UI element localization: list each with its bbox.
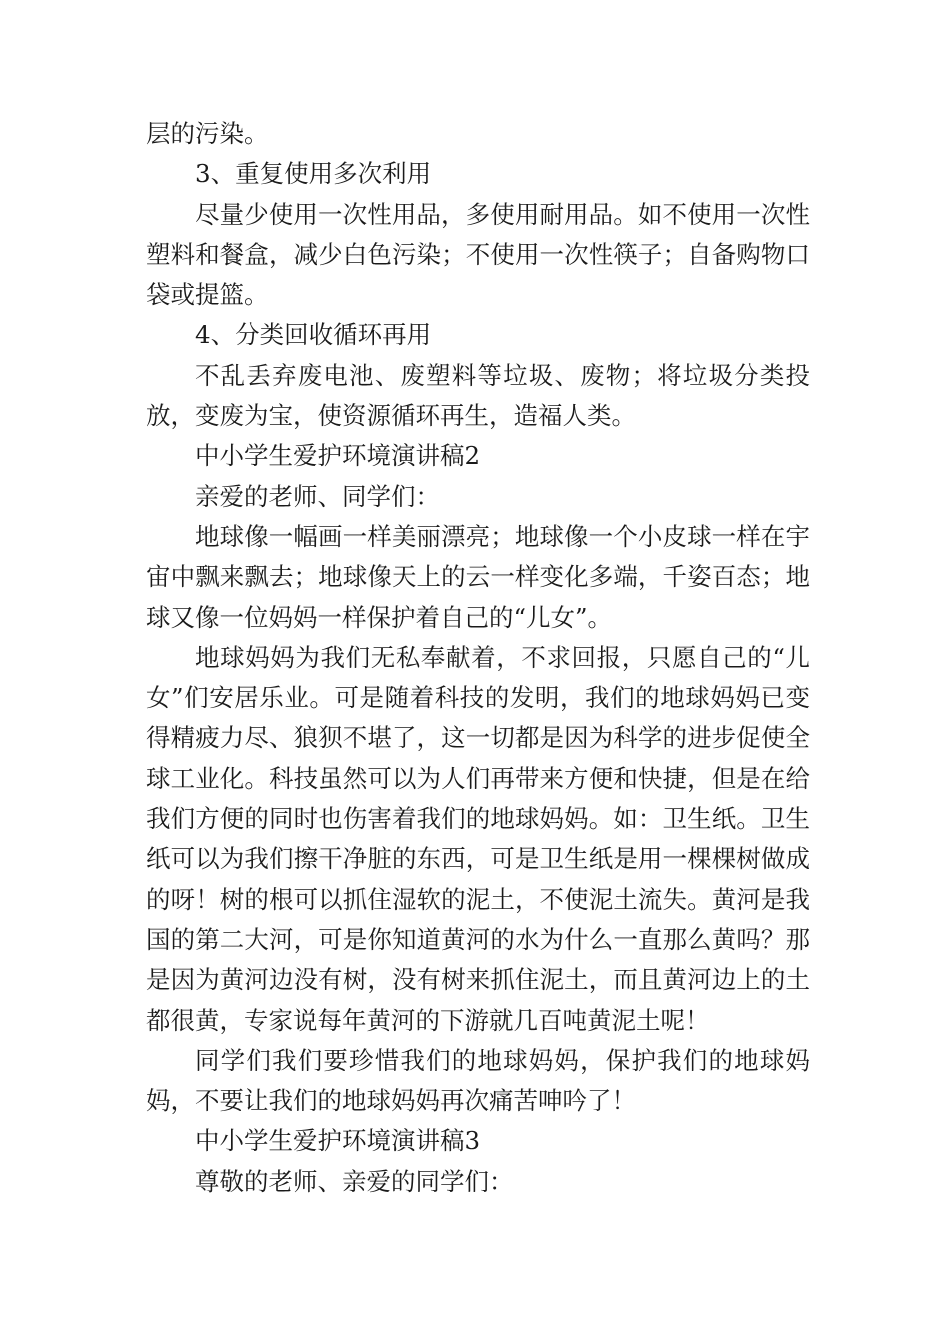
list-heading-4: 4、分类回收循环再用	[195, 320, 432, 350]
paragraph: 地球像一幅画一样美丽漂亮；地球像一个小皮球一样在宇宙中飘来飘去；地球像天上的云一样变化多端，千姿百态；地球又像一位妈妈一样保护着自己的“儿女”。	[146, 521, 810, 632]
salutation: 亲爱的老师、同学们：	[195, 481, 440, 511]
salutation: 尊敬的老师、亲爱的同学们：	[195, 1166, 514, 1196]
section-title-3: 中小学生爱护环境演讲稿3	[195, 1126, 481, 1156]
document-body	[146, 114, 810, 1202]
paragraph: 同学们我们要珍惜我们的地球妈妈，保护我们的地球妈妈，不要让我们的地球妈妈再次痛苦呻吟了！	[146, 1045, 810, 1116]
paragraph: 地球妈妈为我们无私奉献着，不求回报，只愿自己的“儿女”们安居乐业。可是随着科技的发明，我们的地球妈妈已变得精疲力尽、狼狈不堪了，这一切都是因为科学的进步促使全球工业化。科技虽然可以为人们再带来方便和快捷，但是在给我们方便的同时也伤害着我们的地球妈妈。如：卫生纸。卫生纸可以为我们擦干净脏的东西，可是卫生纸是用一棵棵树做成的呀！树的根可以抓住湿软的泥土，不使泥土流失。黄河是我国的第二大河，可是你知道黄河的水为什么一直那么黄吗？那是因为黄河边没有树，没有树来抓住泥土，而且黄河边上的土都很黄，专家说每年黄河的下游就几百吨黄泥土呢！	[146, 642, 810, 1035]
list-heading-3: 3、重复使用多次利用	[195, 159, 432, 189]
paragraph: 尽量少使用一次性用品，多使用耐用品。如不使用一次性塑料和餐盒，减少白色污染；不使用一次性筷子；自备购物口袋或提篮。	[146, 199, 810, 310]
paragraph: 不乱丢弃废电池、废塑料等垃圾、废物；将垃圾分类投放，变废为宝，使资源循环再生，造福人类。	[146, 360, 810, 431]
paragraph-continuation: 层的污染。	[146, 119, 269, 148]
section-title-2: 中小学生爱护环境演讲稿2	[195, 441, 481, 471]
